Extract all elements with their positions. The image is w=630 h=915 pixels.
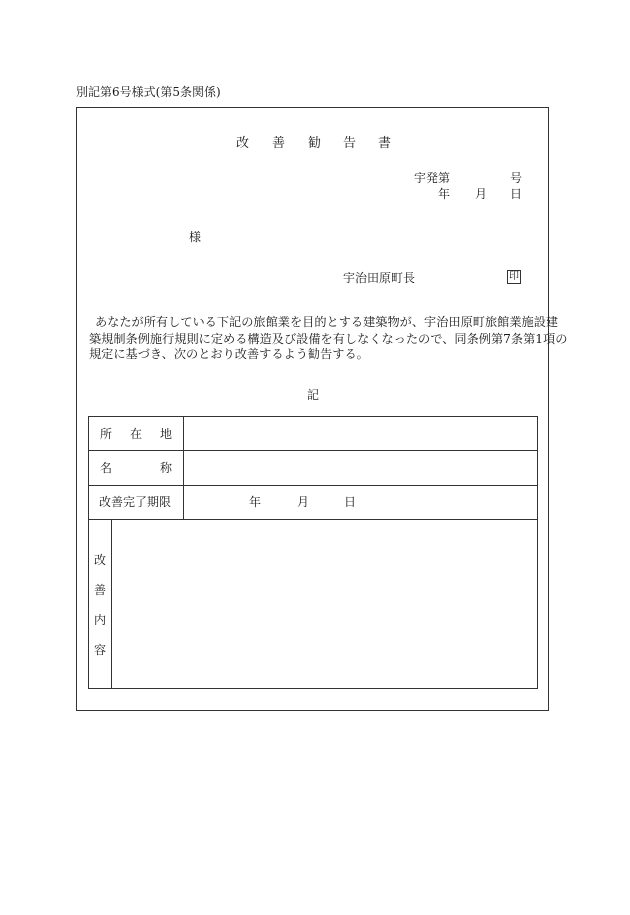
- document-title-char: 告: [343, 136, 357, 151]
- table-column-divider: [111, 519, 112, 689]
- date-month-label: 月: [475, 187, 488, 201]
- table-row-divider: [89, 450, 537, 451]
- document-title-char: 改: [236, 136, 250, 151]
- content-label-char: 改: [94, 553, 107, 567]
- location-label-char: 所: [100, 427, 113, 441]
- location-label-char: 地: [160, 427, 173, 441]
- form-number-label: 別記第6号様式(第5条関係): [76, 85, 221, 99]
- table-row-divider: [89, 485, 537, 486]
- details-table: [88, 416, 538, 689]
- body-text-line: 規定に基づき、次のとおり改善するよう勧告する。: [89, 347, 369, 361]
- doc-number-prefix: 宇発第: [414, 171, 451, 185]
- document-title-char: 勧: [308, 136, 322, 151]
- deadline-year-label: 年: [249, 495, 262, 509]
- date-day-label: 日: [510, 187, 523, 201]
- deadline-day-label: 日: [344, 495, 357, 509]
- body-text-line: あなたが所有している下記の旅館業を目的とする建築物が、宇治田原町旅館業施設建: [95, 315, 559, 329]
- document-title-char: 書: [378, 136, 392, 151]
- issuer-name: 宇治田原町長: [343, 271, 416, 285]
- name-label-char: 称: [160, 461, 173, 475]
- location-label-char: 在: [130, 427, 143, 441]
- document-title-char: 善: [272, 136, 286, 151]
- body-text-line: 築規制条例施行規則に定める構造及び設備を有しなくなったので、同条例第7条第1項の: [89, 332, 568, 346]
- recipient-honorific: 様: [189, 230, 202, 244]
- content-label-char: 容: [94, 643, 107, 657]
- name-label-char: 名: [100, 461, 113, 475]
- date-year-label: 年: [438, 187, 451, 201]
- seal-mark: 印: [509, 271, 519, 282]
- deadline-label: 改善完了期限: [99, 495, 172, 509]
- table-row-divider: [89, 519, 537, 520]
- table-column-divider: [183, 417, 184, 519]
- ki-heading: 記: [307, 388, 320, 402]
- doc-number-suffix: 号: [510, 171, 523, 185]
- deadline-month-label: 月: [297, 495, 310, 509]
- content-label-char: 内: [94, 613, 107, 627]
- content-label-char: 善: [94, 583, 107, 597]
